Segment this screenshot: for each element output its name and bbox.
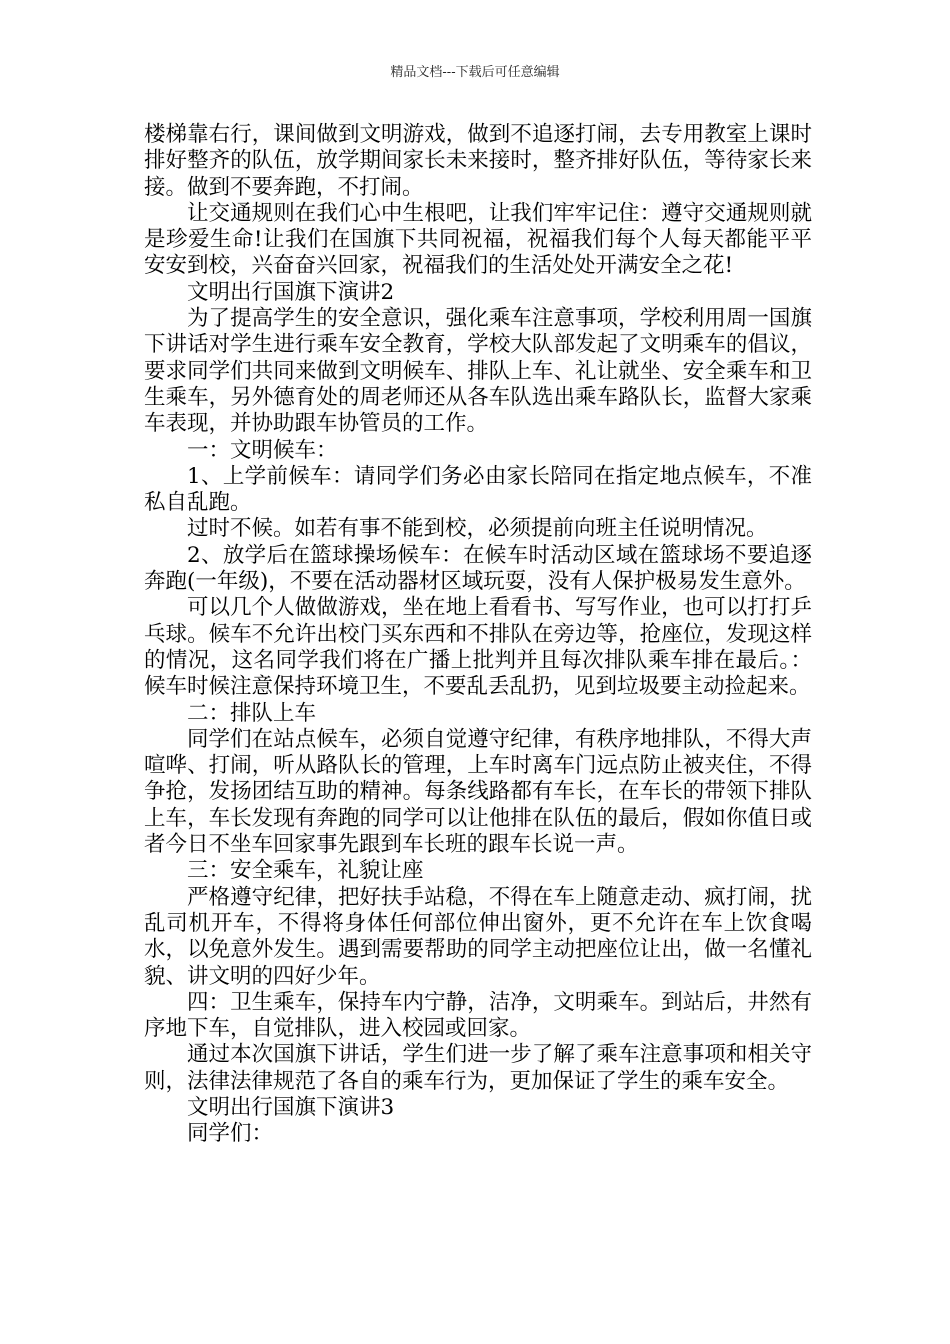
subsection-heading: 一：文明候车： — [187, 437, 338, 463]
paragraph: 严格遵守纪律，把好扶手站稳，不得在车上随意走动、疯打闹，扰乱司机开车，不得将身体任何部位伸出窗外，更不允许在车上饮食喝水，以免意外发生。遇到需要帮助的同学主动把座位让出，做一名懂礼貌、讲文明的四好少年。 — [144, 884, 812, 989]
salutation: 同学们： — [187, 1121, 274, 1147]
section-heading: 文明出行国旗下演讲2 — [187, 279, 395, 305]
subsection-heading: 二：排队上车 — [187, 700, 317, 726]
document-body — [144, 122, 812, 1148]
paragraph: 2、放学后在篮球操场候车：在候车时活动区域在篮球场不要追逐奔跑(一年级)，不要在活动器材区域玩耍，没有人保护极易发生意外。 — [144, 542, 812, 595]
section-heading: 文明出行国旗下演讲3 — [187, 1094, 395, 1120]
paragraph: 楼梯靠右行，课间做到文明游戏，做到不追逐打闹，去专用教室上课时排好整齐的队伍，放学期间家长未来接时，整齐排好队伍，等待家长来接。做到不要奔跑，不打闹。 — [144, 122, 812, 200]
paragraph: 通过本次国旗下讲话，学生们进一步了解了乘车注意事项和相关守则，法律法律规范了各自的乘车行为，更加保证了学生的乘车安全。 — [144, 1042, 812, 1094]
paragraph: 为了提高学生的安全意识，强化乘车注意事项，学校利用周一国旗下讲话对学生进行乘车安全教育，学校大队部发起了文明乘车的倡议，要求同学们共同来做到文明候车、排队上车、礼让就坐、安全乘车和卫生乘车，另外德育处的周老师还从各车队选出乘车路队长，监督大家乘车表现，并协助跟车协管员的工作。 — [144, 306, 812, 437]
paragraph: 可以几个人做做游戏，坐在地上看看书、写写作业，也可以打打乒乓球。候车不允许出校门买东西和不排队在旁边等，抢座位，发现这样的情况，这名同学我们将在广播上批判并且每次排队乘车排在最后。：候车时候注意保持环境卫生，不要乱丢乱扔，见到垃圾要主动捡起来。 — [144, 595, 812, 700]
paragraph: 1、上学前候车：请同学们务必由家长陪同在指定地点候车，不准私自乱跑。 — [144, 463, 812, 516]
paragraph: 四：卫生乘车，保持车内宁静，洁净，文明乘车。到站后，井然有序地下车，自觉排队，进入校园或回家。 — [144, 989, 812, 1042]
page-header: 精品文档---下载后可任意编辑 — [390, 65, 560, 80]
subsection-heading: 三：安全乘车，礼貌让座 — [187, 858, 424, 884]
paragraph: 同学们在站点候车，必须自觉遵守纪律，有秩序地排队，不得大声喧哗、打闹，听从路队长的管理，上车时离车门远点防止被夹住，不得争抢，发扬团结互助的精神。每条线路都有车长，在车长的带领下排队上车，车长发现有奔跑的同学可以让他排在队伍的最后，假如你值日或者今日不坐车回家事先跟到车长班的跟车长说一声。 — [144, 726, 812, 858]
paragraph: 让交通规则在我们心中生根吧，让我们牢牢记住：遵守交通规则就是珍爱生命!让我们在国旗下共同祝福，祝福我们每个人每天都能平平安安到校，兴奋奋兴回家，祝福我们的生活处处开满安全之花! — [144, 200, 812, 279]
paragraph: 过时不候。如若有事不能到校，必须提前向班主任说明情况。 — [187, 516, 768, 542]
